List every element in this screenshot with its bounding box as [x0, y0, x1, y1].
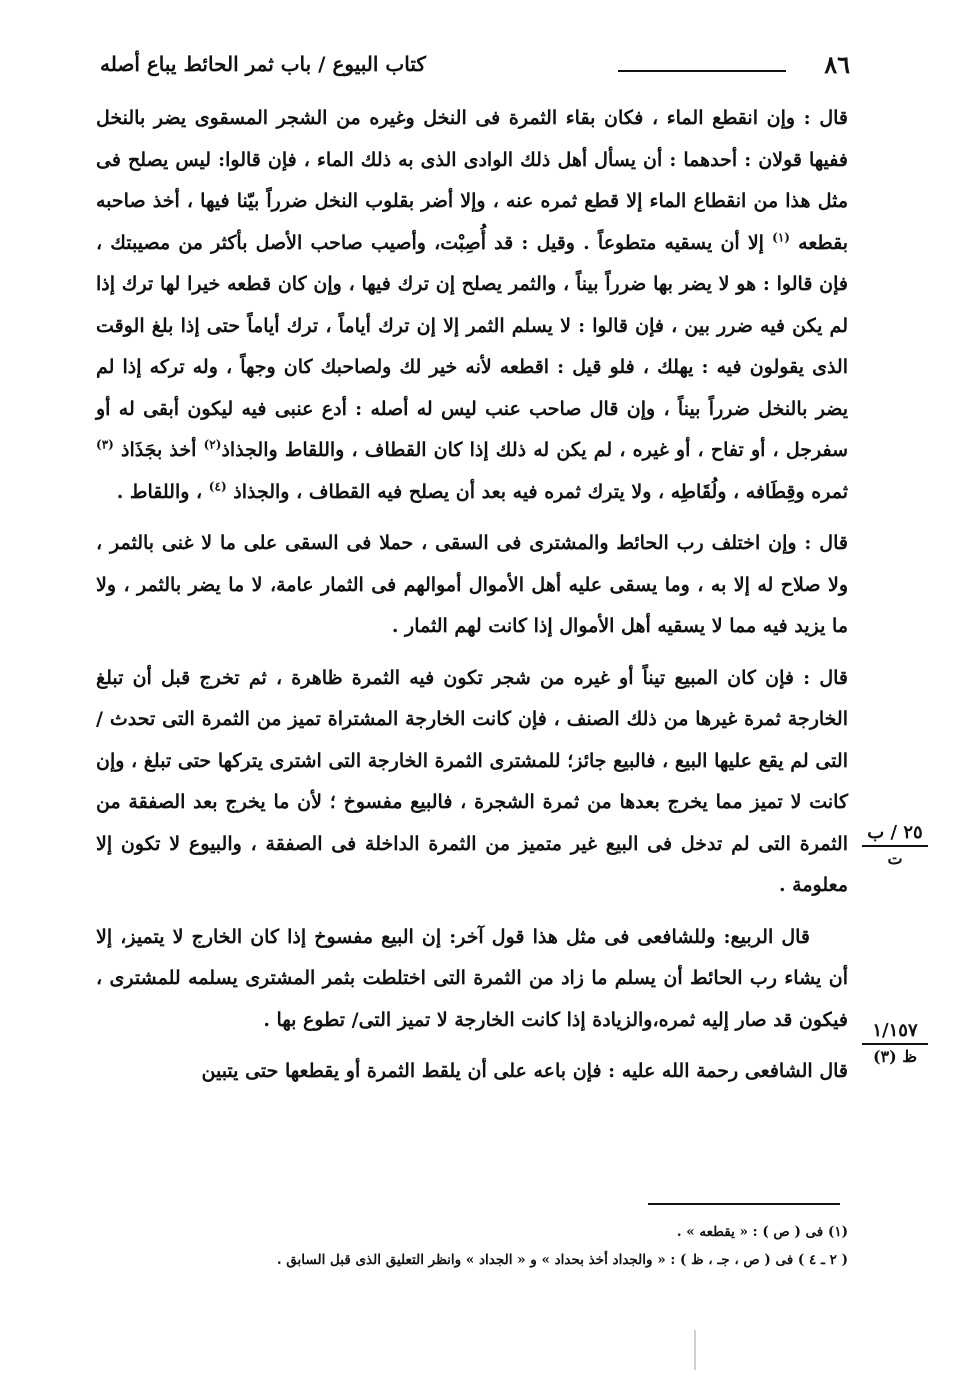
- manuscript-folio-note: [862, 822, 928, 868]
- paragraph-text: : وإن انقطع الماء ، فكان بقاء الثمرة فى النخل وغيره من الشجر المسقوى يضر بالنخل ففيها قولان : أحدهما : أن يسأل أهل ذلك الوادى الذى به ذلك الماء ، فإن قالوا: ليس يصلح فى مثل هذا من انقطاع الماء إلا قطع ثمره عنه ، وإلا أضر بقلوب النخل ضرراً بيّنا فيها ، أخذ صاحبه بقطعه: [96, 107, 848, 254]
- paragraph-text: أخذ بجَذَاذ: [121, 439, 197, 461]
- page-header: [88, 48, 850, 88]
- paragraph-1: [96, 98, 848, 513]
- speaker-label: قال الشافعى: [744, 1060, 848, 1082]
- main-text: [96, 98, 848, 1103]
- manuscript-folio-note: [862, 1020, 928, 1066]
- footnotes: [130, 1218, 848, 1274]
- paragraph-2: [96, 523, 848, 648]
- header-rule: [618, 70, 786, 72]
- speaker-label: قال: [819, 107, 848, 129]
- speaker-label: قال: [819, 666, 848, 689]
- footnote-ref: (٢): [203, 437, 222, 452]
- speaker-label: قال: [819, 532, 848, 554]
- folio-ref: ٢٥ / ب: [862, 822, 928, 847]
- paragraph-4: [96, 917, 848, 1042]
- paragraph-text: قال الربيع: وللشافعى فى مثل هذا قول آخر: إن البيع مفسوخ إذا كان الخارج لا يتميز، إلا أن يشاء رب الحائط أن يسلم ما زاد من الثمرة التى اختلطت بثمر المشترى يسلمه للمشترى ، فيكون قد صار إليه ثمره،والزيادة إذا كانت الخارجة لا تميز التى/ تطوع بها .: [96, 925, 848, 1031]
- paragraph-text: : فإن كان المبيع تيناً أو غيره من شجر تكون فيه الثمرة ظاهرة ، ثم تخرج قبل أن تبلغ الخارجة ثمرة غيرها من ذلك الصنف ، فإن كانت الخارجة المشتراة تميز من الثمرة التى تحدث / التى لم يقع عليها البيع ، فالبيع جائز؛ للمشترى الثمرة الخارجة التى اشترى يتركها حتى تبلغ ، وإن كانت لا تميز مما يخرج بعدها من ثمرة الشجرة ، فالبيع مفسوخ ؛ لأن ما يخرج بعد الصفقة من الثمرة التى لم تدخل فى البيع غير متميز من الثمرة الداخلة فى الصفقة ، والبيوع لا تكون إلا معلومة .: [96, 666, 848, 896]
- paragraph-text: رحمة الله عليه : فإن باعه على أن يلقط الثمرة أو يقطعها حتى يتبين: [201, 1060, 739, 1082]
- paragraph-3: [96, 658, 848, 907]
- footnote-2: ( ٢ ـ ٤ ) فى ( ص ، جـ ، ظ ) : « والجداد أخذ بحداد » و « الجداد » وانظر التعليق الذى قبل السابق .: [276, 1252, 848, 1268]
- footnote-ref: (١): [772, 230, 790, 245]
- footnote-ref: (٣): [96, 437, 114, 452]
- page-number: ٨٦: [824, 50, 850, 79]
- manuscript-siglum: ت: [887, 849, 903, 868]
- paragraph-text: : وإن اختلف رب الحائط والمشترى فى السقى ، حملا فى السقى على ما لا غنى بالثمر ، ولا صلاح له إلا به ، وما يسقى عليه أهل الأموال أموالهم فى الثمار عامة، لا ما يضر بالثمر ، ولا ما يزيد فيه مما لا يسقيه أهل الأموال إذا كانت لهم الثمار .: [96, 532, 848, 637]
- footnote-ref: (٤): [208, 479, 227, 494]
- folio-ref: ١/١٥٧: [862, 1020, 928, 1045]
- footnote-1: (١) فى ( ص ) : « يقطعه » .: [676, 1224, 848, 1240]
- footnote-rule: [648, 1203, 840, 1205]
- running-title: كتاب البيوع / باب ثمر الحائط يباع أصله: [100, 52, 426, 76]
- paragraph-5: [96, 1051, 848, 1093]
- page-edge-mark: [694, 1330, 696, 1370]
- paragraph-text: ، واللقاط .: [116, 480, 203, 503]
- paragraph-text: ثمره وقِطَافه ، ولُقَاطِه ، ولا يترك ثمره فيه بعد أن يصلح فيه القطاف ، والجذاذ: [233, 480, 848, 503]
- paragraph-text: إلا أن يسقيه متطوعاً . وقيل : قد أُصِبْت، وأصيب صاحب الأصل بأكثر من مصيبتك ، فإن قالوا : هو لا يضر بها ضرراً بيناً ، والثمر يصلح إن ترك فيها ، وإن كان قطعه خيرا لها ترك إذا لم يكن فيه ضرر بين ، فإن قالوا : لا يسلم الثمر إلا إن ترك أياماً ، ترك أياماً حتى إذا بلغ الوقت الذى يقولون فيه : يهلك ، فلو قيل : اقطعه لأنه خير لك ولصاحبك كان وجهاً ، وله تركه إذا لم يضر بالنخل ضرراً بيناً ، وإن قال صاحب عنب ليس له أصله : أدع عنبى فيه ليكون أبقى له أو سفرجل ، أو تفاح ، أو غيره ، لم يكن له ذلك إذا كان القطاف ، واللقاط والجذاذ: [96, 231, 849, 461]
- manuscript-siglum: ظ (٣): [872, 1047, 918, 1066]
